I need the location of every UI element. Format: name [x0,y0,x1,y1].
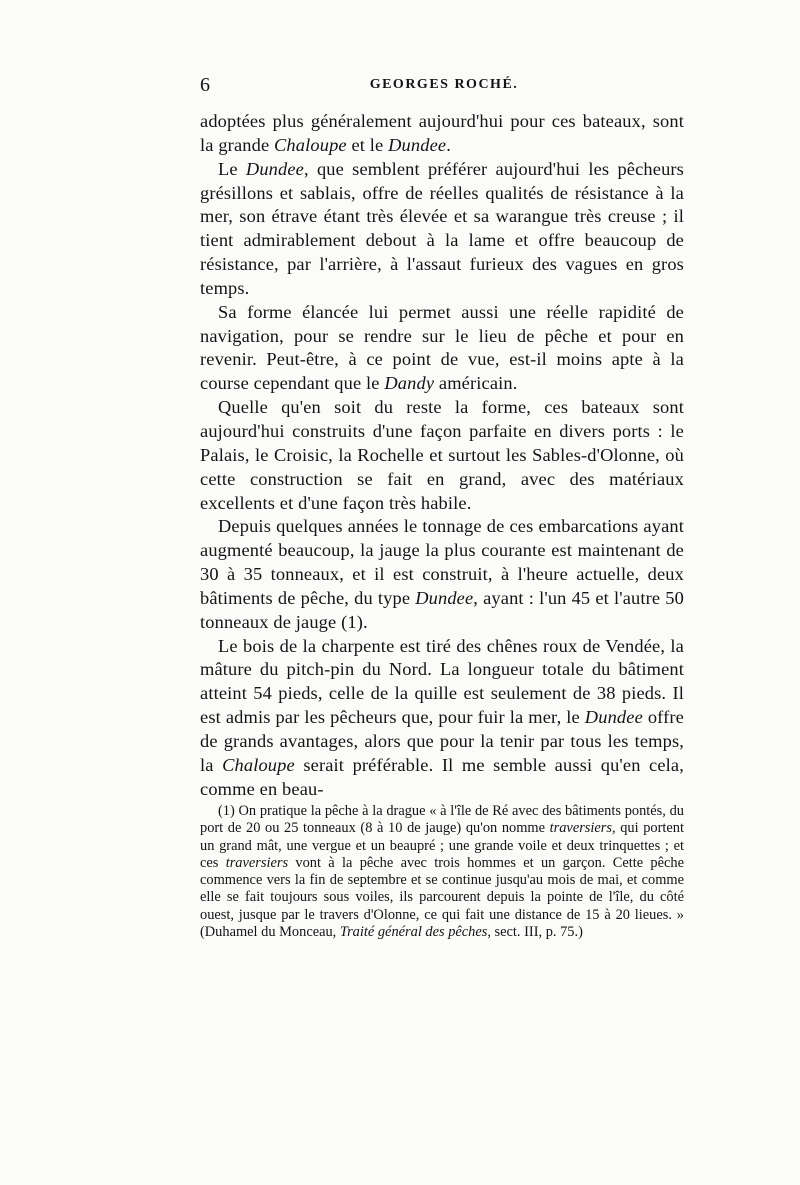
footnote-paragraph [200,803,684,941]
running-title: GEORGES ROCHÉ. [369,77,519,92]
text-run: américain. [434,373,518,394]
text-run: serait préférable. Il me semble aussi qu'en cela, comme en beau- [200,754,684,799]
italic-term: Chaloupe [222,754,295,775]
text-run: , qui portent un grand mât, une vergue et un beaupré ; une grande voile et deux trinquettes ; et ces [200,820,684,871]
text-run: , sect. III, p. 75.) [487,923,583,940]
text-run: Depuis quelques années le tonnage de ces embarcations ayant augmenté beaucoup, la jauge la plus courante est maintenant de 30 à 35 tonneaux, et il est construit, à l'heure actuelle, deux bâtiments de pêche, du type [200,516,684,608]
paragraph-4 [200,396,684,515]
text-run: , ayant : l'un 45 et l'autre 50 tonneaux de jauge (1). [200,587,684,632]
paragraph-1 [200,110,684,158]
running-head [200,72,688,98]
italic-term: Chaloupe [274,134,347,155]
text-run: , que semblent préférer aujourd'hui les pêcheurs grésillons et sablais, offre de réelles qualités de résistance à la mer, son étrave étant très élevée et sa warangue très creuse ; il tient admirablement debout à la lame et offre beaucoup de résistance, par l'arrière, à l'assaut furieux des vagues en gros temps. [200,158,684,298]
text-run: Le [218,158,246,179]
italic-term: Dundee [388,134,447,155]
italic-term: Dundee [245,158,304,179]
italic-term: Dandy [384,373,435,394]
paragraph-5 [200,515,684,634]
body-text [200,110,684,801]
paragraph-2 [200,158,684,301]
text-run: Le bois de la charpente est tiré des chênes roux de Vendée, la mâture du pitch-pin du Nord. La longueur totale du bâtiment atteint 54 pieds, celle de la quille est seulement de 38 pieds. Il est admis par les pêcheurs que, pour fuir la mer, le [200,635,684,728]
text-run: offre de grands avantages, alors que pour la tenir par tous les temps, la [200,707,684,775]
italic-term: Dundee [584,707,643,728]
italic-term: traversiers [225,854,289,871]
italic-term: traversiers [549,820,612,837]
text-run: Quelle qu'en soit du reste la forme, ces bateaux sont aujourd'hui construits d'une façon parfaite en divers ports : le Palais, le Croisic, la Rochelle et surtout les Sables-d'Olonne, où cette construction se fait en grand, avec des matériaux excellents et d'une façon très habile. [200,397,684,513]
text-run: (1) On pratique la pêche à la drague « à l'île de Ré avec des bâtiments pontés, du port de 20 ou 25 tonneaux (8 à 10 de jauge) qu'on nomme [200,803,684,837]
paragraph-3 [200,301,684,396]
italic-term: Traité général des pêches [339,923,488,940]
footnote [200,803,684,941]
paragraph-6 [200,635,684,802]
text-run: adoptées plus généralement aujourd'hui pour ces bateaux, sont la grande [200,111,684,155]
text-run: vont à la pêche avec trois hommes et un garçon. Cette pêche commence vers la fin de septembre et se continue jusqu'au mois de mai, et comme elle se fait toujours sous voiles, ils parcourent depuis la pointe de l'île, du côté ouest, jusque par le travers d'Olonne, ce qui fait une distance de 15 à 20 lieues. » (Duhamel du Monceau, [200,854,684,940]
text-run: et le [346,134,389,155]
text-run: . [446,134,451,155]
page-number: 6 [200,74,210,96]
italic-term: Dundee [415,587,474,608]
text-run: Sa forme élancée lui permet aussi une réelle rapidité de navigation, pour se rendre sur le lieu de pêche et pour en revenir. Peut-être, à ce point de vue, est-il moins apte à la course cependant que le [200,301,684,394]
